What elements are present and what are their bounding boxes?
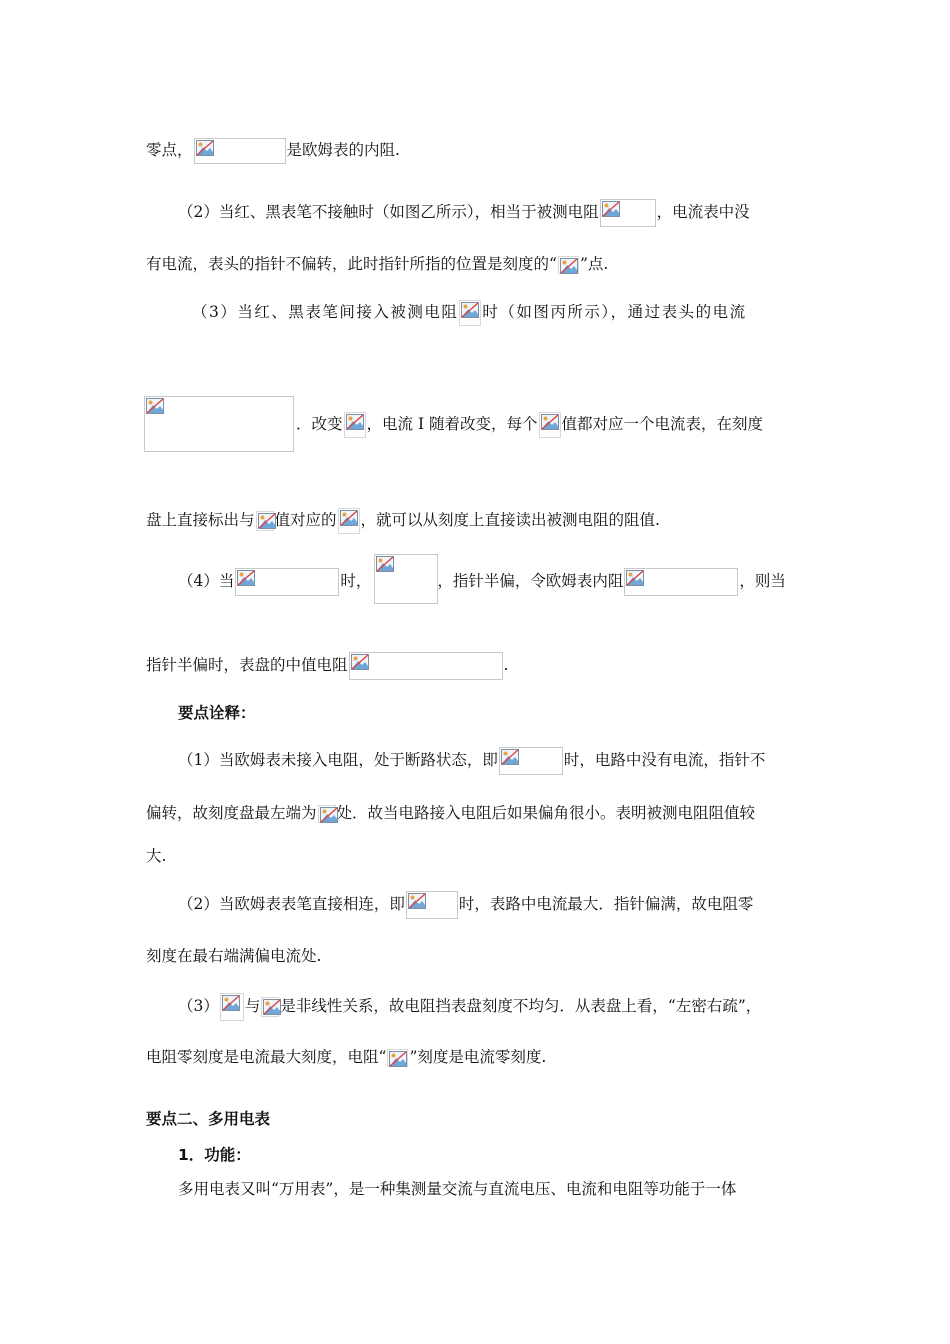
equation-image: [499, 747, 563, 775]
broken-image-icon: [196, 140, 214, 156]
equation-image: [344, 412, 366, 438]
broken-image-icon: [222, 995, 240, 1011]
broken-image-icon: [602, 201, 620, 217]
text-line: 刻度在最右端满偏电流处.: [146, 947, 322, 965]
equation-image: [261, 997, 279, 1017]
equation-image: [318, 805, 336, 823]
equation-image: [256, 511, 274, 531]
section-heading: 要点诠释：: [178, 704, 256, 722]
text-line: （2）当红、黑表笔不接触时（如图乙所示），相当于被测电阻 ，电流表中没: [178, 199, 750, 227]
broken-image-icon: [351, 654, 369, 670]
broken-image-icon: [320, 807, 338, 823]
text-line: 零点， 是欧姆表的内阻.: [146, 138, 400, 164]
broken-image-icon: [258, 513, 276, 529]
text-line: 指针半偏时，表盘的中值电阻 .: [146, 652, 508, 680]
equation-image: [600, 199, 656, 227]
text-line: （1）当欧姆表未接入电阻，处于断路状态，即 时，电路中没有电流，指针不: [178, 747, 765, 775]
text-line: （2）当欧姆表表笔直接相连，即 时，表路中电流最大．指针偏满，故电阻零: [178, 891, 753, 919]
text-line: ．改变 ，电流 I 随着改变，每个 值都对应一个电流表，在刻度: [296, 412, 763, 438]
subsection-heading: 1．功能：: [178, 1146, 251, 1164]
equation-image: [624, 568, 738, 596]
equation-image: [539, 412, 561, 438]
text-line: （3） 与 是非线性关系，故电阻挡表盘刻度不均匀．从表盘上看，“左密右疏”，: [178, 993, 761, 1021]
text-line: 盘上直接标出与 值对应的 ，就可以从刻度上直接读出被测电阻的阻值.: [146, 508, 660, 534]
broken-image-icon: [146, 398, 164, 414]
text-line: （4）当 时， ，指针半偏，令欧姆表内阻 ，则当: [178, 568, 786, 596]
equation-image: [194, 138, 286, 164]
text-line: 多用电表又叫“万用表”，是一种集测量交流与直流电压、电流和电阻等功能于一体: [178, 1180, 737, 1198]
equation-image: [220, 993, 244, 1021]
text-line: 电阻零刻度是电流最大刻度，电阻“ ”刻度是电流零刻度.: [146, 1048, 547, 1066]
broken-image-icon: [560, 258, 578, 274]
broken-image-icon: [408, 893, 426, 909]
equation-image: [144, 396, 294, 452]
text-line: 大.: [146, 847, 167, 865]
broken-image-icon: [237, 570, 255, 586]
broken-image-icon: [263, 999, 281, 1015]
broken-image-icon: [461, 302, 479, 318]
broken-image-icon: [541, 414, 559, 430]
broken-image-icon: [346, 414, 364, 430]
broken-image-icon: [389, 1051, 407, 1067]
equation-image: [235, 568, 339, 596]
text-line: 有电流，表头的指针不偏转，此时指针所指的位置是刻度的“ ”点.: [146, 255, 609, 273]
text-line: （3）当红、黑表笔间接入被测电阻 时（如图丙所示），通过表头的电流: [192, 300, 747, 326]
equation-image: [338, 508, 360, 534]
broken-image-icon: [340, 510, 358, 526]
broken-image-icon: [501, 749, 519, 765]
equation-image: [406, 891, 458, 919]
equation-image: [459, 300, 481, 326]
equation-image: [558, 256, 579, 274]
text-line: 偏转，故刻度盘最左端为 处．故当电路接入电阻后如果偏角很小。表明被测电阻阻值较: [146, 804, 756, 822]
broken-image-icon: [626, 570, 644, 586]
section-heading: 要点二、多用电表: [146, 1110, 271, 1128]
equation-image: [387, 1049, 408, 1067]
equation-image: [349, 652, 503, 680]
